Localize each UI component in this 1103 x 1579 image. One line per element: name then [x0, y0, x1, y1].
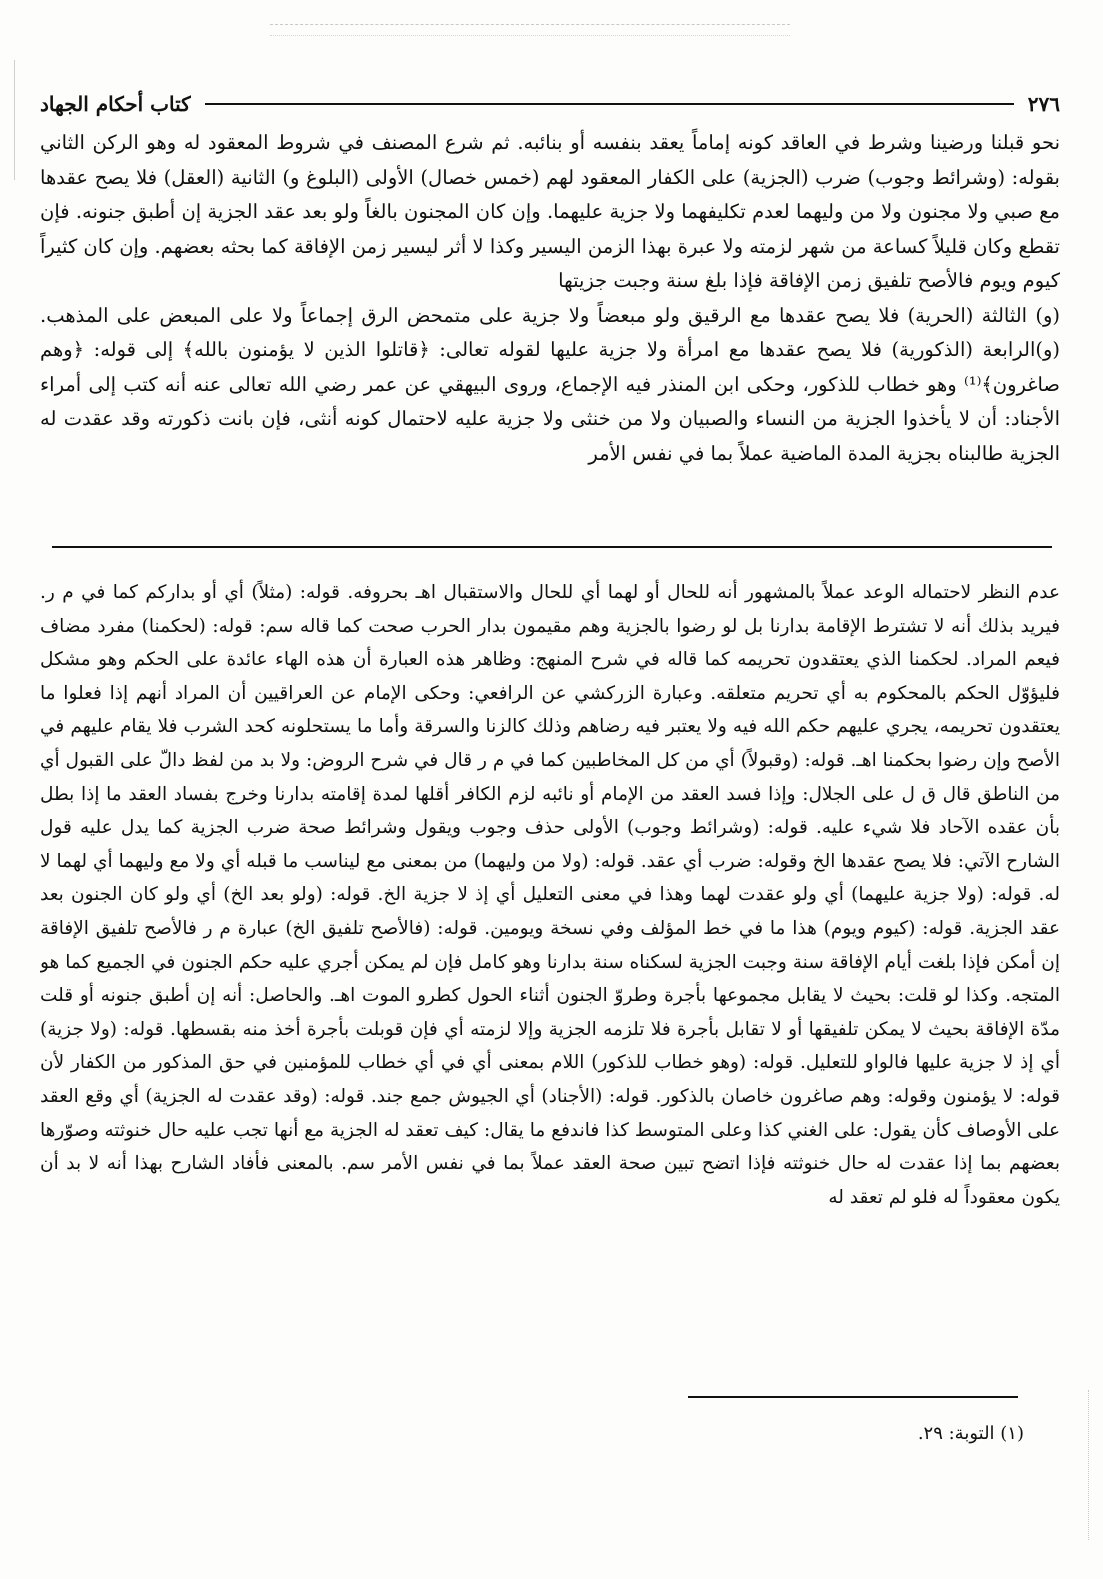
main-paragraph-2: (و) الثالثة (الحرية) فلا يصح عقدها مع الرقيق ولو مبعضاً ولا جزية على متمحض الرق إجماعاً ولا على المبعض على المذهب. (و)الرابعة (الذكورية) فلا يصح عقدها مع امرأة ولا جزية عليها لقوله تعالى: ﴿قاتلوا الذين لا يؤمنون بالله﴾ إلى قوله: ﴿وهم صاغرون﴾⁽¹⁾ وهو خطاب للذكور، وحكى ابن المنذر فيه الإجماع، وروى البيهقي عن عمر رضي الله تعالى عنه أنه كتب إلى أمراء الأجناد: أن لا يأخذوا الجزية من النساء والصبيان ولا من خنثى ولا جزية عليه لاحتمال كونه أنثى، فإن بانت ذكورته وقد عقدت له الجزية طالبناه بجزية المدة الماضية عملاً بما في نفس الأمر — [40, 303, 1060, 465]
scan-edge-top — [270, 24, 790, 36]
scan-edge-right — [1082, 1390, 1089, 1540]
footnote: (١) التوبة: ٢٩. — [917, 1423, 1024, 1444]
commentary-block — [40, 576, 1060, 1384]
footnote-divider — [688, 1396, 1018, 1398]
main-paragraph-1: نحو قبلنا ورضينا وشرط في العاقد كونه إماماً يعقد بنفسه أو بنائبه. ثم شرع المصنف في شروط المعقود له وهو الركن الثاني بقوله: (وشرائط وجوب) ضرب (الجزية) على الكفار المعقود لهم (خمس خصال) الأولى (البلوغ و) الثانية (العقل) فلا يصح عقدها مع صبي ولا مجنون ولا من وليهما لعدم تكليفهما ولا جزية عليهما. وإن كان المجنون بالغاً ولو بعد عقد الجزية إن أطبق جنونه. فإن تقطع وكان قليلاً كساعة من شهر لزمته ولا عبرة بهذا الزمن اليسير وكذا لا أثر ليسير زمن الإفاقة كما بحثه بعضهم. وإن كان كثيراً كيوم ويوم فالأصح تلفيق زمن الإفاقة فإذا بلغ سنة وجبت جزيتها — [40, 131, 1060, 292]
main-commentary-divider — [52, 546, 1052, 548]
running-title: كتاب أحكام الجهاد — [40, 92, 191, 116]
main-text-block — [40, 126, 1060, 536]
commentary-paragraph: عدم النظر لاحتماله الوعد عملاً بالمشهور أنه للحال أو لهما أي للحال والاستقبال اهـ بحروفه. قوله: (مثلاً) أي أو بداركم كما في م ر. فيريد بذلك أنه لا تشترط الإقامة بدارنا بل لو رضوا بالجزية وهم مقيمون بدار الحرب صحت كما قاله سم: قوله: (لحكمنا) مفرد مضاف فيعم المراد. لحكمنا الذي يعتقدون تحريمه كما قاله في شرح المنهج: وظاهر هذه العبارة أن هذه الهاء عائدة على الحكم وهو مشكل فليؤوّل الحكم بالمحكوم به أي تحريم متعلقه. وعبارة الزركشي عن الرافعي: وحكى الإمام عن العراقيين أن المراد أنهم إذا فعلوا ما يعتقدون تحريمه، يجري عليهم حكم الله فيه ولا يعتبر فيه رضاهم وذلك كالزنا والسرقة وأما ما يستحلونه كحد الشرب فلا يقام عليهم في الأصح وإن رضوا بحكمنا اهـ. قوله: (وقبولاً) أي من كل المخاطبين كما في م ر قال في شرح الروض: ولا بد من لفظ دالّ على القبول أي من الناطق قال ق ل على الجلال: وإذا فسد العقد من الإمام أو نائبه لزم الكافر أقلها لمدة إقامته بدارنا وخرج بفساد العقد ما إذا بطل بأن عقده الآحاد فلا شيء عليه. قوله: (وشرائط وجوب) الأولى حذف وجوب ويقول وشرائط صحة ضرب الجزية كما يدل عليه قول الشارح الآتي: فلا يصح عقدها الخ وقوله: ضرب أي عقد. قوله: (ولا من وليهما) من بمعنى مع ليناسب ما قبله أي ولا مع وليهما أي لهما لا له. قوله: (ولا جزية عليهما) أي ولو عقدت لهما وهذا في معنى التعليل أي إذ لا جزية الخ. قوله: (ولو بعد الخ) أي ولو كان الجنون بعد عقد الجزية. قوله: (كيوم ويوم) هذا ما في خط المؤلف وفي نسخة ويومين. قوله: (فالأصح تلفيق الخ) عبارة م ر فالأصح تلفيق الإفاقة إن أمكن فإذا بلغت أيام الإفاقة سنة وجبت الجزية لسكناه سنة بدارنا وهو كامل فإن لم يمكن أجري عليه حكم الجنون في الجميع كما هو المتجه. وكذا لو قلت: بحيث لا يقابل مجموعها بأجرة وطروّ الجنون أثناء الحول كطرو الموت اهـ. والحاصل: أنه إن أطبق جنونه أو قلت مدّة الإفاقة بحيث لا يمكن تلفيقها أو لا تقابل بأجرة فلا تلزمه الجزية وإلا لزمته أي فإن قوبلت بأجرة أخذ منه بقسطها. قوله: (ولا جزية) أي إذ لا جزية عليها فالواو للتعليل. قوله: (وهو خطاب للذكور) اللام بمعنى أي في أي خطاب للمؤمنين في حق المذكور من الكفار لأن قوله: لا يؤمنون وقوله: وهم صاغرون خاصان بالذكور. قوله: (الأجناد) أي الجيوش جمع جند. قوله: (وقد عقدت له الجزية) أي وقع العقد على الأوصاف كأن يقول: على الغني كذا وعلى المتوسط كذا فاندفع ما يقال: كيف تعقد له الجزية مع أنها تجب عليه حال خنوثته وصوّرها بعضهم بما إذا عقدت له حال خنوثته فإذا اتضح تبين صحة العقد عملاً بما في نفس الأمر سم. بالمعنى فأفاد الشارح بهذا أنه لا بد أن يكون معقوداً له فلو لم تعقد له — [40, 582, 1060, 1208]
page-number: ٢٧٦ — [1027, 92, 1060, 116]
scan-edge-left — [14, 60, 21, 180]
page-header — [40, 90, 1060, 118]
header-rule — [205, 103, 1014, 105]
